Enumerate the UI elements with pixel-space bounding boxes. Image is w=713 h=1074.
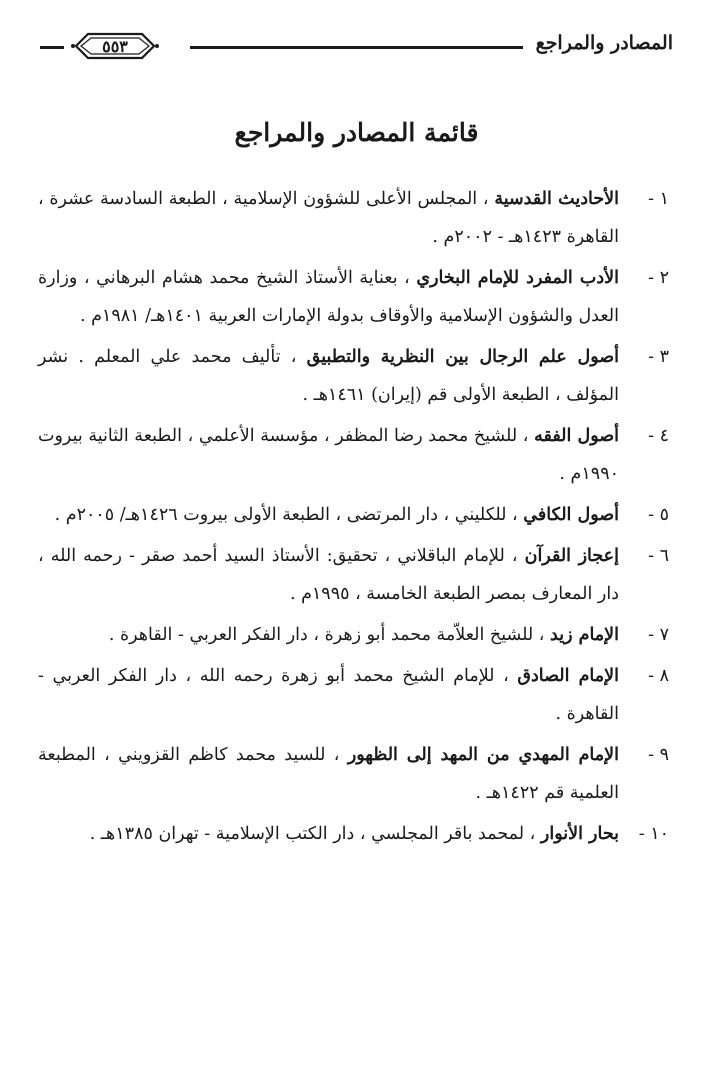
reference-list [38, 180, 669, 856]
reference-details: ، المجلس الأعلى للشؤون الإسلامية ، الطبعة السادسة عشرة ، القاهرة ١٤٢٣هـ - ٢٠٠٢م . [38, 189, 619, 247]
reference-item [38, 417, 669, 493]
reference-item [38, 338, 669, 414]
reference-details: ، للكليني ، دار المرتضى ، الطبعة الأولى بيروت ١٤٢٦هـ/ ٢٠٠٥م . [54, 505, 518, 525]
reference-item [38, 496, 669, 534]
page-number: ٥٥٣ [102, 37, 128, 56]
reference-number: ٢ - [648, 268, 669, 288]
reference-title: أصول علم الرجال بين النظرية والتطبيق [306, 347, 619, 367]
page-number-badge [70, 30, 160, 62]
reference-title: الإمام الصادق [517, 666, 619, 686]
reference-title: أصول الكافي [523, 505, 619, 525]
reference-item [38, 736, 669, 812]
header-rule [190, 46, 523, 49]
reference-item [38, 180, 669, 256]
running-header [40, 28, 673, 68]
reference-title: الأحاديث القدسية [494, 189, 619, 209]
reference-details: ، تأليف محمد علي المعلم . نشر المؤلف ، الطبعة الأولى قم (إيران) ١٤٦١هـ . [38, 347, 619, 405]
reference-number: ٦ - [648, 546, 669, 566]
reference-number: ١٠ - [638, 824, 669, 844]
reference-title: أصول الفقه [534, 426, 619, 446]
header-rule-left [40, 46, 64, 49]
running-header-title: المصادر والمراجع [535, 32, 673, 54]
page-title: قائمة المصادر والمراجع [234, 118, 479, 147]
reference-item [38, 259, 669, 335]
reference-number: ٤ - [648, 426, 669, 446]
reference-number: ٨ - [648, 666, 669, 686]
reference-details: ، لمحمد باقر المجلسي ، دار الكتب الإسلامية - تهران ١٣٨٥هـ . [89, 824, 536, 844]
reference-number: ٩ - [648, 745, 669, 765]
reference-item [38, 537, 669, 613]
reference-number: ٣ - [648, 347, 669, 367]
reference-details: ، بعناية الأستاذ الشيخ محمد هشام البرهاني ، وزارة العدل والشؤون الإسلامية والأوقاف بدولة الإمارات العربية ١٤٠١هـ/ ١٩٨١م . [38, 268, 619, 326]
reference-details: ، للإمام الباقلاني ، تحقيق: الأستاذ السيد أحمد صقر - رحمه الله ، دار المعارف بمصر الطبعة الخامسة ، ١٩٩٥م . [38, 546, 619, 604]
reference-details: ، للإمام الشيخ محمد أبو زهرة رحمه الله ، دار الفكر العربي - القاهرة . [38, 666, 619, 724]
reference-item [38, 657, 669, 733]
reference-number: ٥ - [648, 505, 669, 525]
reference-details: ، للشيخ محمد رضا المظفر ، مؤسسة الأعلمي ، الطبعة الثانية بيروت ١٩٩٠م . [38, 426, 619, 484]
reference-item [38, 815, 669, 853]
reference-title: الأدب المفرد للإمام البخاري [416, 268, 619, 288]
reference-title: إعجاز القرآن [524, 546, 619, 566]
reference-item [38, 616, 669, 654]
reference-title: بحار الأنوار [540, 824, 619, 844]
reference-title: الإمام زيد [550, 625, 619, 645]
reference-number: ٧ - [648, 625, 669, 645]
reference-title: الإمام المهدي من المهد إلى الظهور [347, 745, 619, 765]
reference-details: ، للشيخ العلاّمة محمد أبو زهرة ، دار الفكر العربي - القاهرة . [108, 625, 545, 645]
reference-details: ، للسيد محمد كاظم القزويني ، المطبعة العلمية قم ١٤٢٢هـ . [38, 745, 619, 803]
reference-number: ١ - [648, 189, 669, 209]
